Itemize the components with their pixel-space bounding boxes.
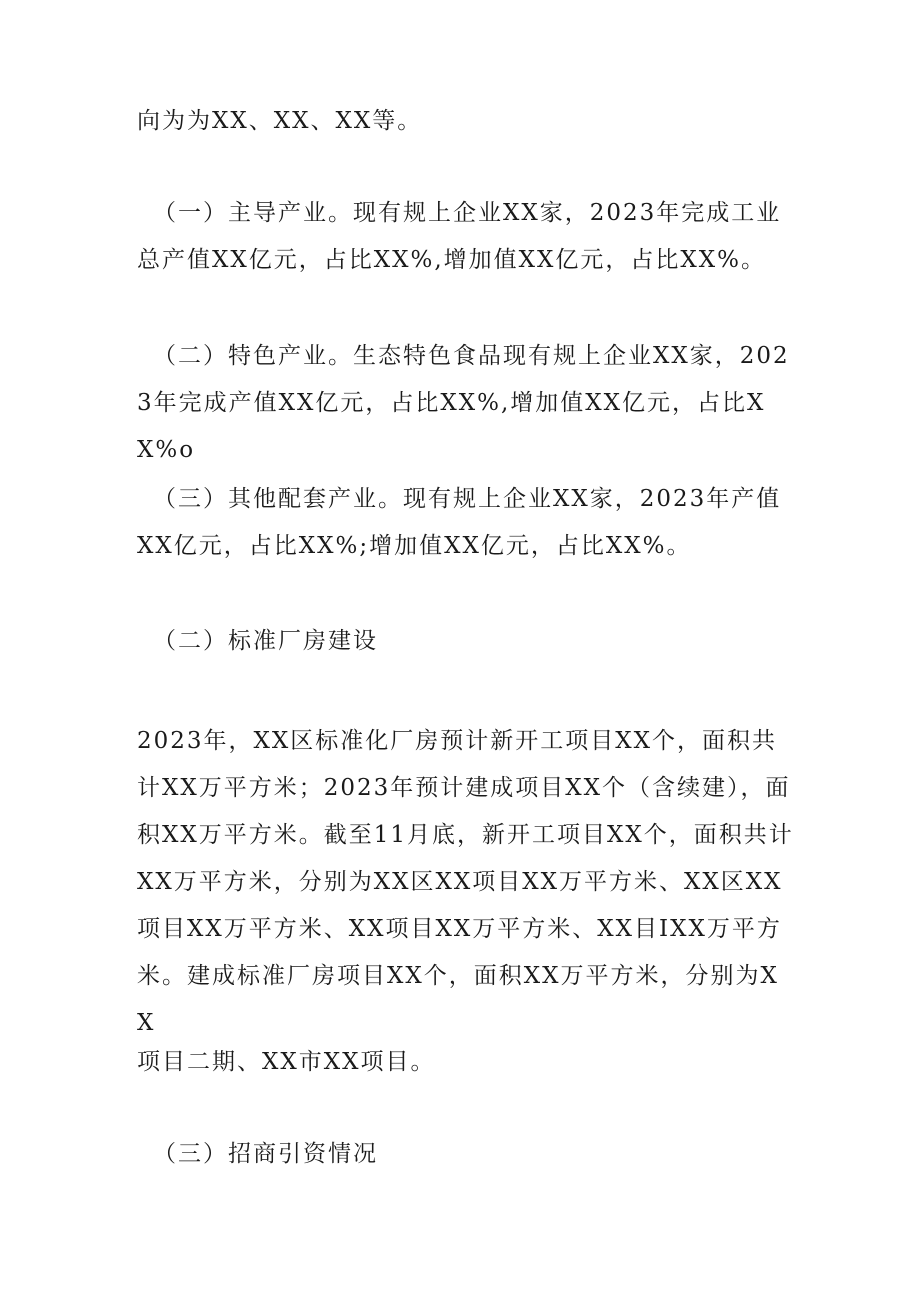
section-heading-standard-factory: （二）标准厂房建设	[153, 628, 378, 654]
paragraph-project-phase-two: 项目二期、XX市XX项目。	[137, 1049, 436, 1075]
paragraph-featured-industry: （二）特色产业。生态特色食品现有规上企业XX家，2023年完成产值XX亿元，占比XX%,增加值XX亿元，占比XX%o	[137, 343, 790, 463]
paragraph-leading-industry: （一）主导产业。现有规上企业XX家，2023年完成工业总产值XX亿元，占比XX%,增加值XX亿元，占比XX%。	[137, 200, 782, 273]
paragraph-continuation: 向为为XX、XX、XX等。	[137, 108, 423, 134]
section-heading-investment: （三）招商引资情况	[153, 1141, 378, 1167]
paragraph-standard-factory: 2023年，XX区标准化厂房预计新开工项目XX个，面积共计XX万平方米；2023年预计建成项目XX个（含续建），面积XX万平方米。截至11月底，新开工项目XX个，面积共计XX万平方米，分别为XX区XX项目XX万平方米、XX区XX项目XX万平方米、XX项目XX万平方米、XX目IXX万平方米。建成标准厂房项目XX个，面积XX万平方米，分别为XX	[137, 728, 794, 1036]
paragraph-supporting-industry: （三）其他配套产业。现有规上企业XX家，2023年产值XX亿元，占比XX%;增加值XX亿元，占比XX%。	[137, 486, 782, 559]
